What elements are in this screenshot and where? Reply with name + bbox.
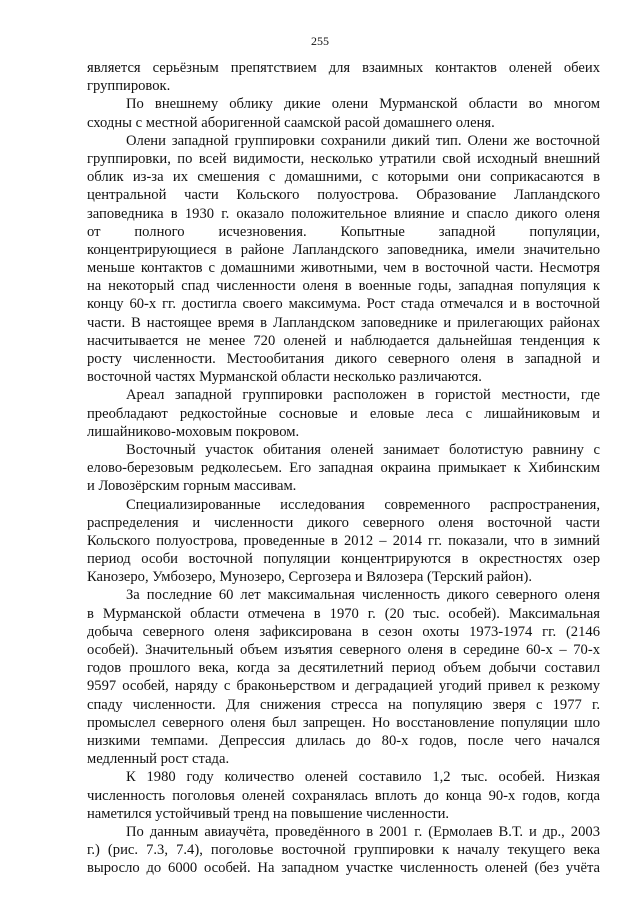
text-line: группировок. (87, 78, 171, 95)
text-line: низкими темпами. Депрессия длилась до 80-х годов, после чего начался (87, 732, 600, 749)
text-line: Ареал западной группировки расположен в гористой местности, где (126, 387, 600, 404)
text-line: концентрирующиеся в районе Лапландского заповедника, имели значительно (87, 241, 600, 258)
text-line: медленный рост стада. (87, 751, 230, 768)
text-line: Кольского полуострова, проведенные в 2012 – 2014 гг. показали, что в зимний (87, 532, 600, 549)
text-line: сходны с местной аборигенной саамской расой домашнего оленя. (87, 114, 495, 131)
text-line: меньше контактов с домашними животными, чем в восточной части. Несмотря (87, 260, 600, 277)
text-line: насчитывается не менее 720 оленей и наблюдается дальнейшая тенденция к (87, 332, 600, 349)
text-line: части. В настоящее время в Лапландском заповеднике и прилегающих районах (87, 314, 600, 331)
text-line: спаду численности. Для снижения стресса на популяцию зверя с 1977 г. (87, 696, 600, 713)
text-line: наметился устойчивый тренд на повышение численности. (87, 805, 450, 822)
text-line: К 1980 году количество оленей составило 1,2 тыс. особей. Низкая (126, 769, 600, 786)
text-line: годов прошлого века, когда за десятилетний период объем добычи составил (87, 660, 600, 677)
body-text (87, 59, 600, 877)
text-line: лишайниково-моховым покровом. (87, 423, 300, 440)
text-line: елово-березовым редколесьем. Его западная окраина примыкает к Хибинским (87, 460, 600, 477)
text-line: распределения и численности дикого северного оленя восточной части (87, 514, 600, 531)
text-line: По данным авиаучёта, проведённого в 2001 г. (Ермолаев В.Т. и др., 2003 (126, 823, 600, 840)
text-line: По внешнему облику дикие олени Мурманской области во многом (126, 96, 600, 113)
text-line: концу 60-х гг. достигла своего максимума. Рост стада отмечался и в восточной (87, 296, 600, 313)
text-line: преобладают редкостойные сосновые и еловые леса с лишайниковым и (87, 405, 600, 422)
text-line: численность поголовья оленей сохранялась вплоть до конца 90-х годов, когда (87, 787, 600, 804)
text-line: За последние 60 лет максимальная численность дикого северного оленя (126, 587, 600, 604)
text-line: и Ловозёрским горным массивам. (87, 478, 297, 495)
text-line: Специализированные исследования современного распространения, (126, 496, 600, 513)
text-line: восточной частях Мурманской области несколько различаются. (87, 369, 482, 386)
text-line: период особи восточной популяции концентрируются в окрестностях озер (87, 551, 600, 568)
text-line: является серьёзным препятствием для взаимных контактов оленей обеих (87, 60, 600, 76)
page-number: 255 (311, 34, 329, 48)
text-line: группировки, по всей видимости, несколько утратили свой исходный внешний (87, 150, 600, 167)
text-line: Восточный участок обитания оленей занимает болотистую равнину с (126, 441, 600, 458)
text-line: от полного исчезновения. Копытные западной популяции, (87, 223, 600, 240)
text-line: промыслел северного оленя был запрещен. Но восстановление популяции шло (87, 714, 600, 731)
text-line: выросло до 6000 особей. На западном участке численность оленей (без учёта (87, 860, 600, 877)
text-line: г.) (рис. 7.3, 7.4), поголовье восточной группировки к началу текущего века (87, 842, 600, 859)
text-line: росту численности. Местообитания дикого северного оленя в западной и (87, 351, 600, 367)
text-line: особей). Значительный объем изъятия северного оленя в середине 60-х – 70-х (87, 642, 600, 658)
text-line: добыча северного оленя зафиксирована в сезон охоты 1973-1974 гг. (2146 (87, 623, 600, 640)
text-line: заповедника в 1930 г. оказало положительное влияние и спасло дикого оленя (87, 205, 600, 222)
text-line: 9597 особей, наряду с браконьерством и деградацией угодий привел к резкому (87, 678, 600, 695)
text-line: облик из-за их смешения с домашними, с которыми они соприкасаются в (87, 169, 600, 186)
text-line: Канозеро, Умбозеро, Мунозеро, Сергозера и Вялозера (Терский район). (87, 569, 532, 586)
text-line: Олени западной группировки сохранили дикий тип. Олени же восточной (126, 132, 600, 149)
text-line: центральной части Кольского полуострова. Образование Лапландского (87, 187, 600, 204)
text-line: на некоторый спад численности оленя в военные годы, западная популяция к (87, 278, 600, 295)
text-line: в Мурманской области отмечена в 1970 г. (20 тыс. особей). Максимальная (87, 605, 600, 622)
